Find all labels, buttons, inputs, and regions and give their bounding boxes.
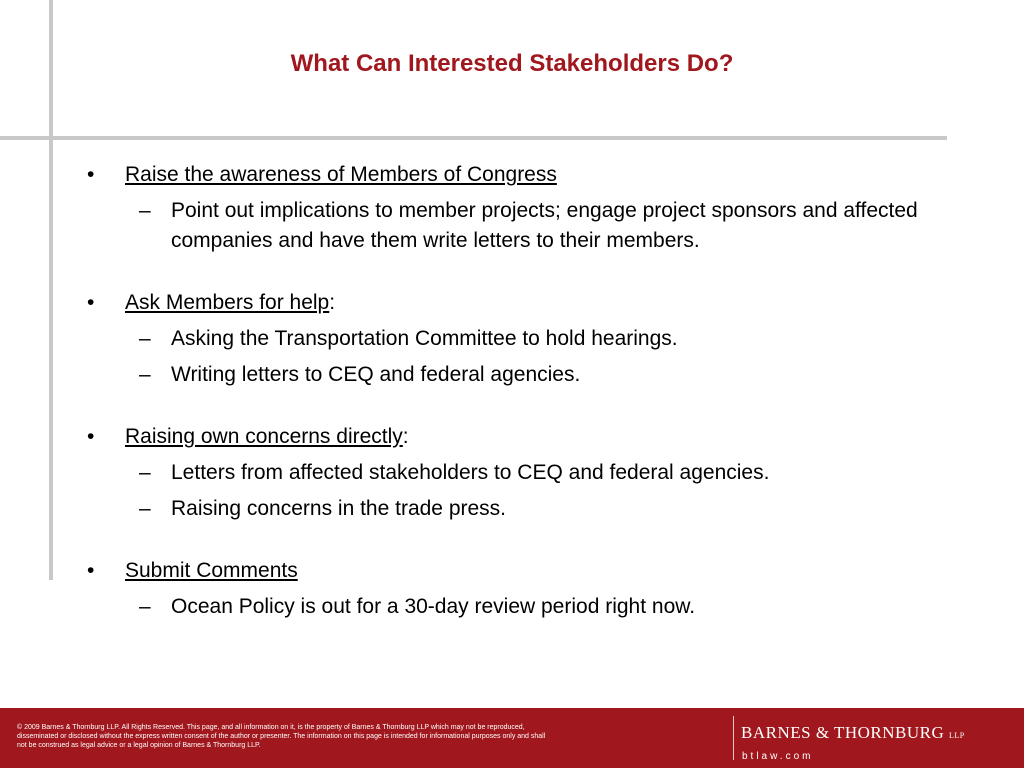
bullet-list [85, 160, 965, 654]
bullet-label: Raising own concerns directly [125, 425, 403, 448]
bullet-suffix: : [329, 291, 336, 314]
sub-dash: – [139, 497, 151, 520]
bullet-group [85, 160, 965, 256]
bullet-label: Raise the awareness of Members of Congress [125, 163, 557, 186]
sub-item-text: Writing letters to CEQ and federal agencies. [171, 363, 581, 386]
sub-dash: – [139, 461, 151, 484]
sub-dash: – [139, 363, 151, 386]
bullet-dot: • [87, 291, 95, 314]
sub-item [85, 324, 965, 354]
sub-item [85, 360, 965, 390]
sub-item [85, 458, 965, 488]
sub-item-text: Point out implications to member projects; engage project sponsors and affected companies and have them write letters to their members. [171, 199, 918, 252]
footer-bar [0, 708, 1024, 768]
slide-title: What Can Interested Stakeholders Do? [290, 50, 734, 77]
sub-item-text: Ocean Policy is out for a 30-day review period right now. [171, 595, 696, 618]
bullet-group [85, 422, 965, 524]
copyright-line: © 2009 Barnes & Thornburg LLP. All Rights Reserved. This page, and all information on it, is the property of Barnes & Thornburg LLP which may not be reproduced, [17, 724, 525, 731]
bullet-group [85, 288, 965, 390]
copyright-notice [17, 723, 697, 750]
brand-logo [741, 723, 965, 743]
footer-divider [733, 716, 734, 760]
bullet-item [85, 160, 965, 190]
bullet-dot: • [87, 559, 95, 582]
brand-name: BARNES & THORNBURG [741, 723, 945, 742]
bullet-group [85, 556, 965, 622]
copyright-line: disseminated or disclosed without the express written consent of the author or presenter. The information on this page is intended for informational purposes only and shall [17, 733, 546, 740]
horizontal-rule [0, 136, 947, 140]
bullet-label: Ask Members for help [125, 291, 330, 314]
sub-item [85, 592, 965, 622]
bullet-dot: • [87, 425, 95, 448]
copyright-line: not be construed as legal advice or a legal opinion of Barnes & Thornburg LLP. [17, 742, 261, 749]
sub-dash: – [139, 199, 151, 222]
bullet-label: Submit Comments [125, 559, 298, 582]
bullet-item [85, 288, 965, 318]
bullet-suffix: : [402, 425, 409, 448]
website-link[interactable]: btlaw.com [742, 751, 814, 762]
bullet-item [85, 556, 965, 586]
brand-suffix: LLP [949, 731, 965, 740]
vertical-rule [49, 0, 53, 580]
sub-item [85, 494, 965, 524]
bullet-item [85, 422, 965, 452]
sub-item [85, 196, 965, 256]
sub-item-text: Raising concerns in the trade press. [171, 497, 507, 520]
sub-dash: – [139, 327, 151, 350]
sub-item-text: Asking the Transportation Committee to hold hearings. [171, 327, 678, 350]
sub-item-text: Letters from affected stakeholders to CEQ and federal agencies. [171, 461, 770, 484]
sub-dash: – [139, 595, 151, 618]
bullet-dot: • [87, 163, 95, 186]
